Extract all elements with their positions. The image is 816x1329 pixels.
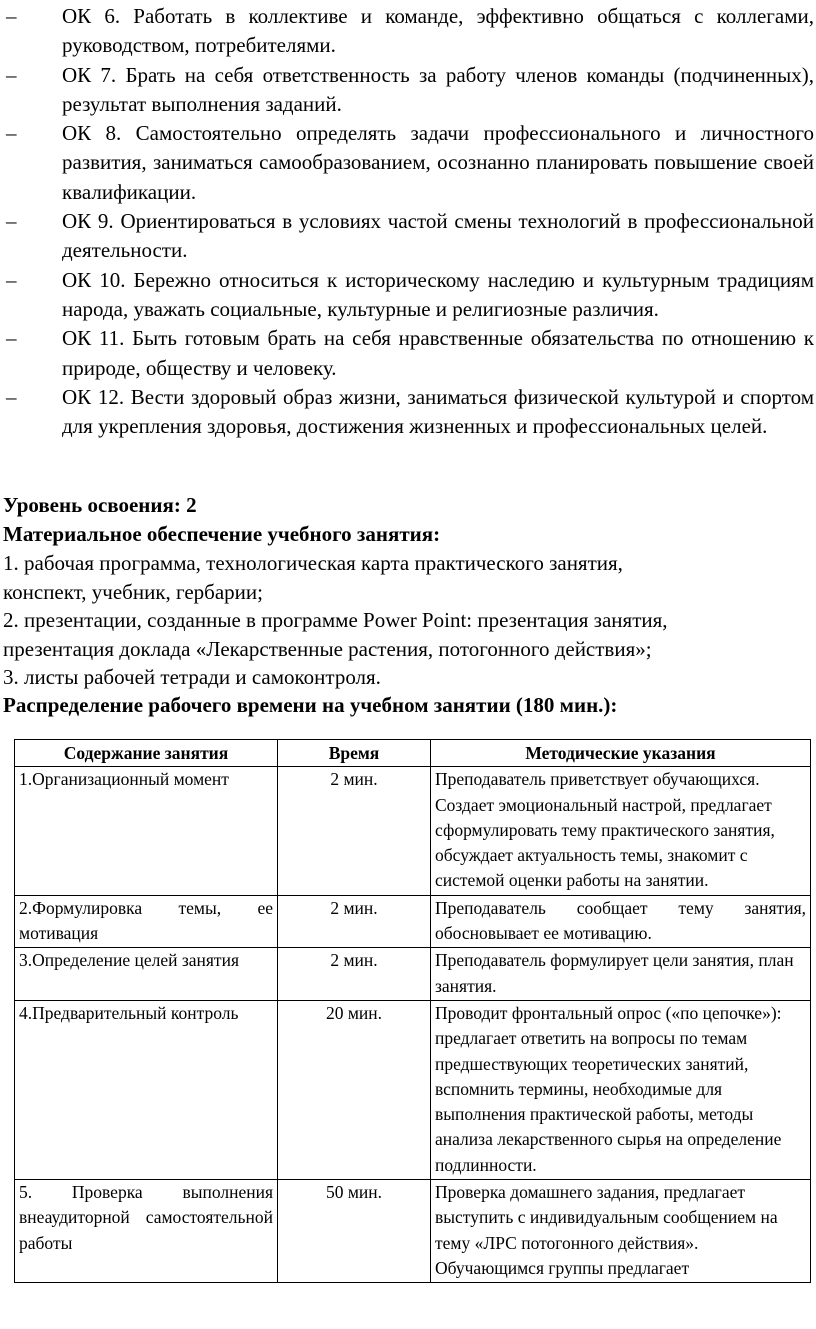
cell-notes: Преподаватель приветствует обучающихся. Создает эмоциональный настрой, предлагает сформулировать тему практического занятия, обсуждает актуальность темы, знакомит с системой оценки работы на занятии. bbox=[431, 767, 811, 895]
materials-item-3: 3. листы рабочей тетради и самоконтроля. bbox=[3, 665, 381, 689]
cell-content: 1.Организационный момент bbox=[15, 767, 278, 895]
list-dash: – bbox=[6, 384, 17, 409]
lesson-plan-table bbox=[14, 739, 811, 1283]
competency-text: ОК 6. Работать в коллективе и команде, эффективно общаться с коллегами, руководством, потребителями. bbox=[62, 4, 814, 58]
table-row bbox=[15, 948, 811, 1001]
competency-item-ok10 bbox=[6, 266, 814, 325]
competency-item-ok7 bbox=[6, 61, 814, 120]
cell-content: 4.Предварительный контроль bbox=[15, 1000, 278, 1179]
competency-item-ok9 bbox=[6, 207, 814, 266]
table-header-row bbox=[15, 740, 811, 767]
cell-time: 2 мин. bbox=[278, 948, 431, 1001]
table-row bbox=[15, 1000, 811, 1179]
materials-heading: Материальное обеспечение учебного занятия: bbox=[3, 522, 441, 546]
cell-content: 2.Формулировка темы, ее мотивация bbox=[15, 895, 278, 948]
competency-text: ОК 7. Брать на себя ответственность за работу членов команды (подчиненных), результат выполнения заданий. bbox=[62, 62, 814, 116]
list-dash: – bbox=[6, 326, 17, 351]
list-dash: – bbox=[6, 267, 17, 292]
table-row bbox=[15, 767, 811, 895]
materials-item-1-cont: конспект, учебник, гербарии; bbox=[3, 580, 263, 604]
competency-item-ok8 bbox=[6, 119, 814, 207]
competency-item-ok11 bbox=[6, 324, 814, 383]
column-header-notes: Методические указания bbox=[431, 740, 811, 767]
competency-list bbox=[6, 2, 814, 441]
list-dash: – bbox=[6, 121, 17, 146]
time-distribution-heading: Распределение рабочего времени на учебном занятии (180 мин.): bbox=[3, 693, 618, 717]
column-header-time: Время bbox=[278, 740, 431, 767]
competency-text: ОК 12. Вести здоровый образ жизни, заниматься физической культурой и спортом для укрепления здоровья, достижения жизненных и профессиональных целей. bbox=[62, 384, 814, 439]
cell-time: 20 мин. bbox=[278, 1000, 431, 1179]
competency-text: ОК 11. Быть готовым брать на себя нравственные обязательства по отношению к природе, обществу и человеку. bbox=[62, 326, 814, 380]
column-header-content: Содержание занятия bbox=[15, 740, 278, 767]
cell-notes: Проверка домашнего задания, предлагает выступить с индивидуальным сообщением на тему «ЛРС потогонного действия». Обучающимся группы предлагает bbox=[431, 1180, 811, 1283]
materials-item-2: 2. презентации, созданные в программе Power Point: презентация занятия, bbox=[3, 608, 668, 632]
competency-item-ok12 bbox=[6, 383, 814, 442]
competency-text: ОК 9. Ориентироваться в условиях частой смены технологий в профессиональной деятельности. bbox=[62, 209, 814, 263]
mastery-level-heading: Уровень освоения: 2 bbox=[3, 493, 197, 517]
list-dash: – bbox=[6, 62, 17, 87]
list-dash: – bbox=[6, 209, 17, 234]
cell-content: 5. Проверка выполнения внеаудиторной самостоятельной работы bbox=[15, 1180, 278, 1283]
cell-time: 50 мин. bbox=[278, 1180, 431, 1283]
cell-time: 2 мин. bbox=[278, 767, 431, 895]
cell-content: 3.Определение целей занятия bbox=[15, 948, 278, 1001]
cell-notes: Проводит фронтальный опрос («по цепочке»): предлагает ответить на вопросы по темам предшествующих теоретических занятий, вспомнить термины, необходимые для выполнения практической работы, методы анализа лекарственного сырья на определение подлинности. bbox=[431, 1000, 811, 1179]
materials-item-1: 1. рабочая программа, технологическая карта практического занятия, bbox=[3, 551, 623, 575]
competency-text: ОК 8. Самостоятельно определять задачи профессионального и личностного развития, заниматься самообразованием, осознанно планировать повышение своей квалификации. bbox=[62, 121, 814, 204]
competency-item-ok6 bbox=[6, 2, 814, 61]
table-row bbox=[15, 895, 811, 948]
materials-item-2-cont: презентация доклада «Лекарственные растения, потогонного действия»; bbox=[3, 637, 652, 661]
table-row bbox=[15, 1180, 811, 1283]
cell-notes: Преподаватель формулирует цели занятия, план занятия. bbox=[431, 948, 811, 1001]
list-dash: – bbox=[6, 4, 17, 28]
cell-time: 2 мин. bbox=[278, 895, 431, 948]
competency-text: ОК 10. Бережно относиться к историческому наследию и культурным традициям народа, уважать социальные, культурные и религиозные различия. bbox=[62, 267, 814, 321]
cell-notes: Преподаватель сообщает тему занятия, обосновывает ее мотивацию. bbox=[431, 895, 811, 948]
